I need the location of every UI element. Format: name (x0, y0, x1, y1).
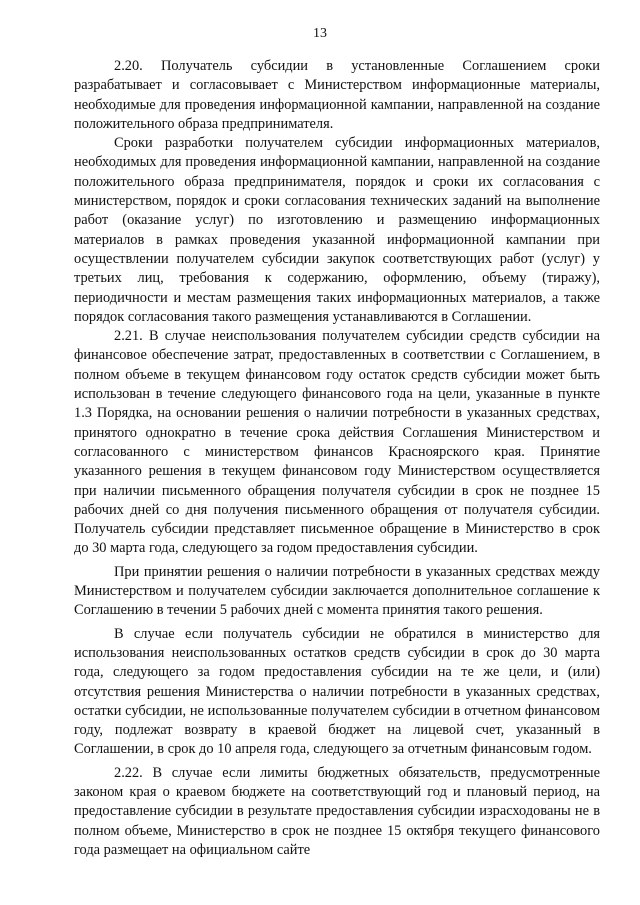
paragraph-return-of-balances: В случае если получатель субсидии не обратился в министерство для использования неиспользованных остатков средств субсидии в срок до 30 марта года, следующего за годом предоставления субсидии на те же цели, и (или) отсутствия решения Министерства о наличии потребности в указанных средствах, остатки субсидии, не использованные получателем субсидии в отчетном финансовом году, подлежат возврату в краевой бюджет на лицевой счет, указанный в Соглашении, в срок до 10 апреля года, следующего за отчетным финансовым годом. (74, 625, 600, 758)
paragraph-2-22: 2.22. В случае если лимиты бюджетных обязательств, предусмотренные законом края о краевом бюджете на соответствующий год и плановый период, на предоставление субсидии в результате предоставления субсидии израсходованы не в полном объеме, Министерство в срок не позднее 15 октября текущего финансового года размещает на официальном сайте (74, 764, 600, 858)
page-number: 13 (313, 26, 327, 41)
paragraph-2-21: 2.21. В случае неиспользования получателем субсидии средств субсидии на финансовое обеспечение затрат, предоставленных в соответствии с Соглашением, в полном объеме в текущем финансовом году остаток средств субсидии может быть использован в течение следующего финансового года на цели, указанные в пункте 1.3 Порядка, на основании решения о наличии потребности в указанных средствах, принятого однократно в течение срока действия Соглашения Министерством и согласованного с министерством финансов Красноярского края. Принятие указанного решения в текущем финансовом году Министерством осуществляется при наличии письменного обращения получателя субсидии в срок не позднее 15 рабочих дней со дня получения письменного обращения от получателя субсидии. Получатель субсидии представляет письменное обращение в Министерство в срок до 30 марта года, следующего за годом предоставления субсидии. (74, 328, 600, 557)
paragraph-2-20: 2.20. Получатель субсидии в установленные Соглашением сроки разрабатывает и согласовывает с Министерством информационные материалы, необходимые для проведения информационной кампании, направленной на создание положительного образа предпринимателя. (74, 58, 600, 132)
paragraph-deadlines: Сроки разработки получателем субсидии информационных материалов, необходимых для проведения информационной кампании, направленной на создание положительного образа предпринимателя, порядок и сроки их согласования с министерством, порядок и сроки согласования технических заданий на выполнение работ (оказание услуг) по изготовлению и размещению информационных материалов в рамках проведения указанной информационной кампании при осуществлении получателем субсидии закупок соответствующих работ (услуг) у третьих лиц, требования к содержанию, оформлению, объему (тиражу), периодичности и местам размещения таких информационных материалов, а также порядок согласования такого размещения устанавливаются в Соглашении. (74, 135, 600, 325)
document-body (74, 57, 600, 860)
paragraph-additional-agreement: При принятии решения о наличии потребности в указанных средствах между Министерством и получателем субсидии заключается дополнительное соглашение к Соглашению в течении 5 рабочих дней с момента принятия такого решения. (74, 563, 600, 619)
